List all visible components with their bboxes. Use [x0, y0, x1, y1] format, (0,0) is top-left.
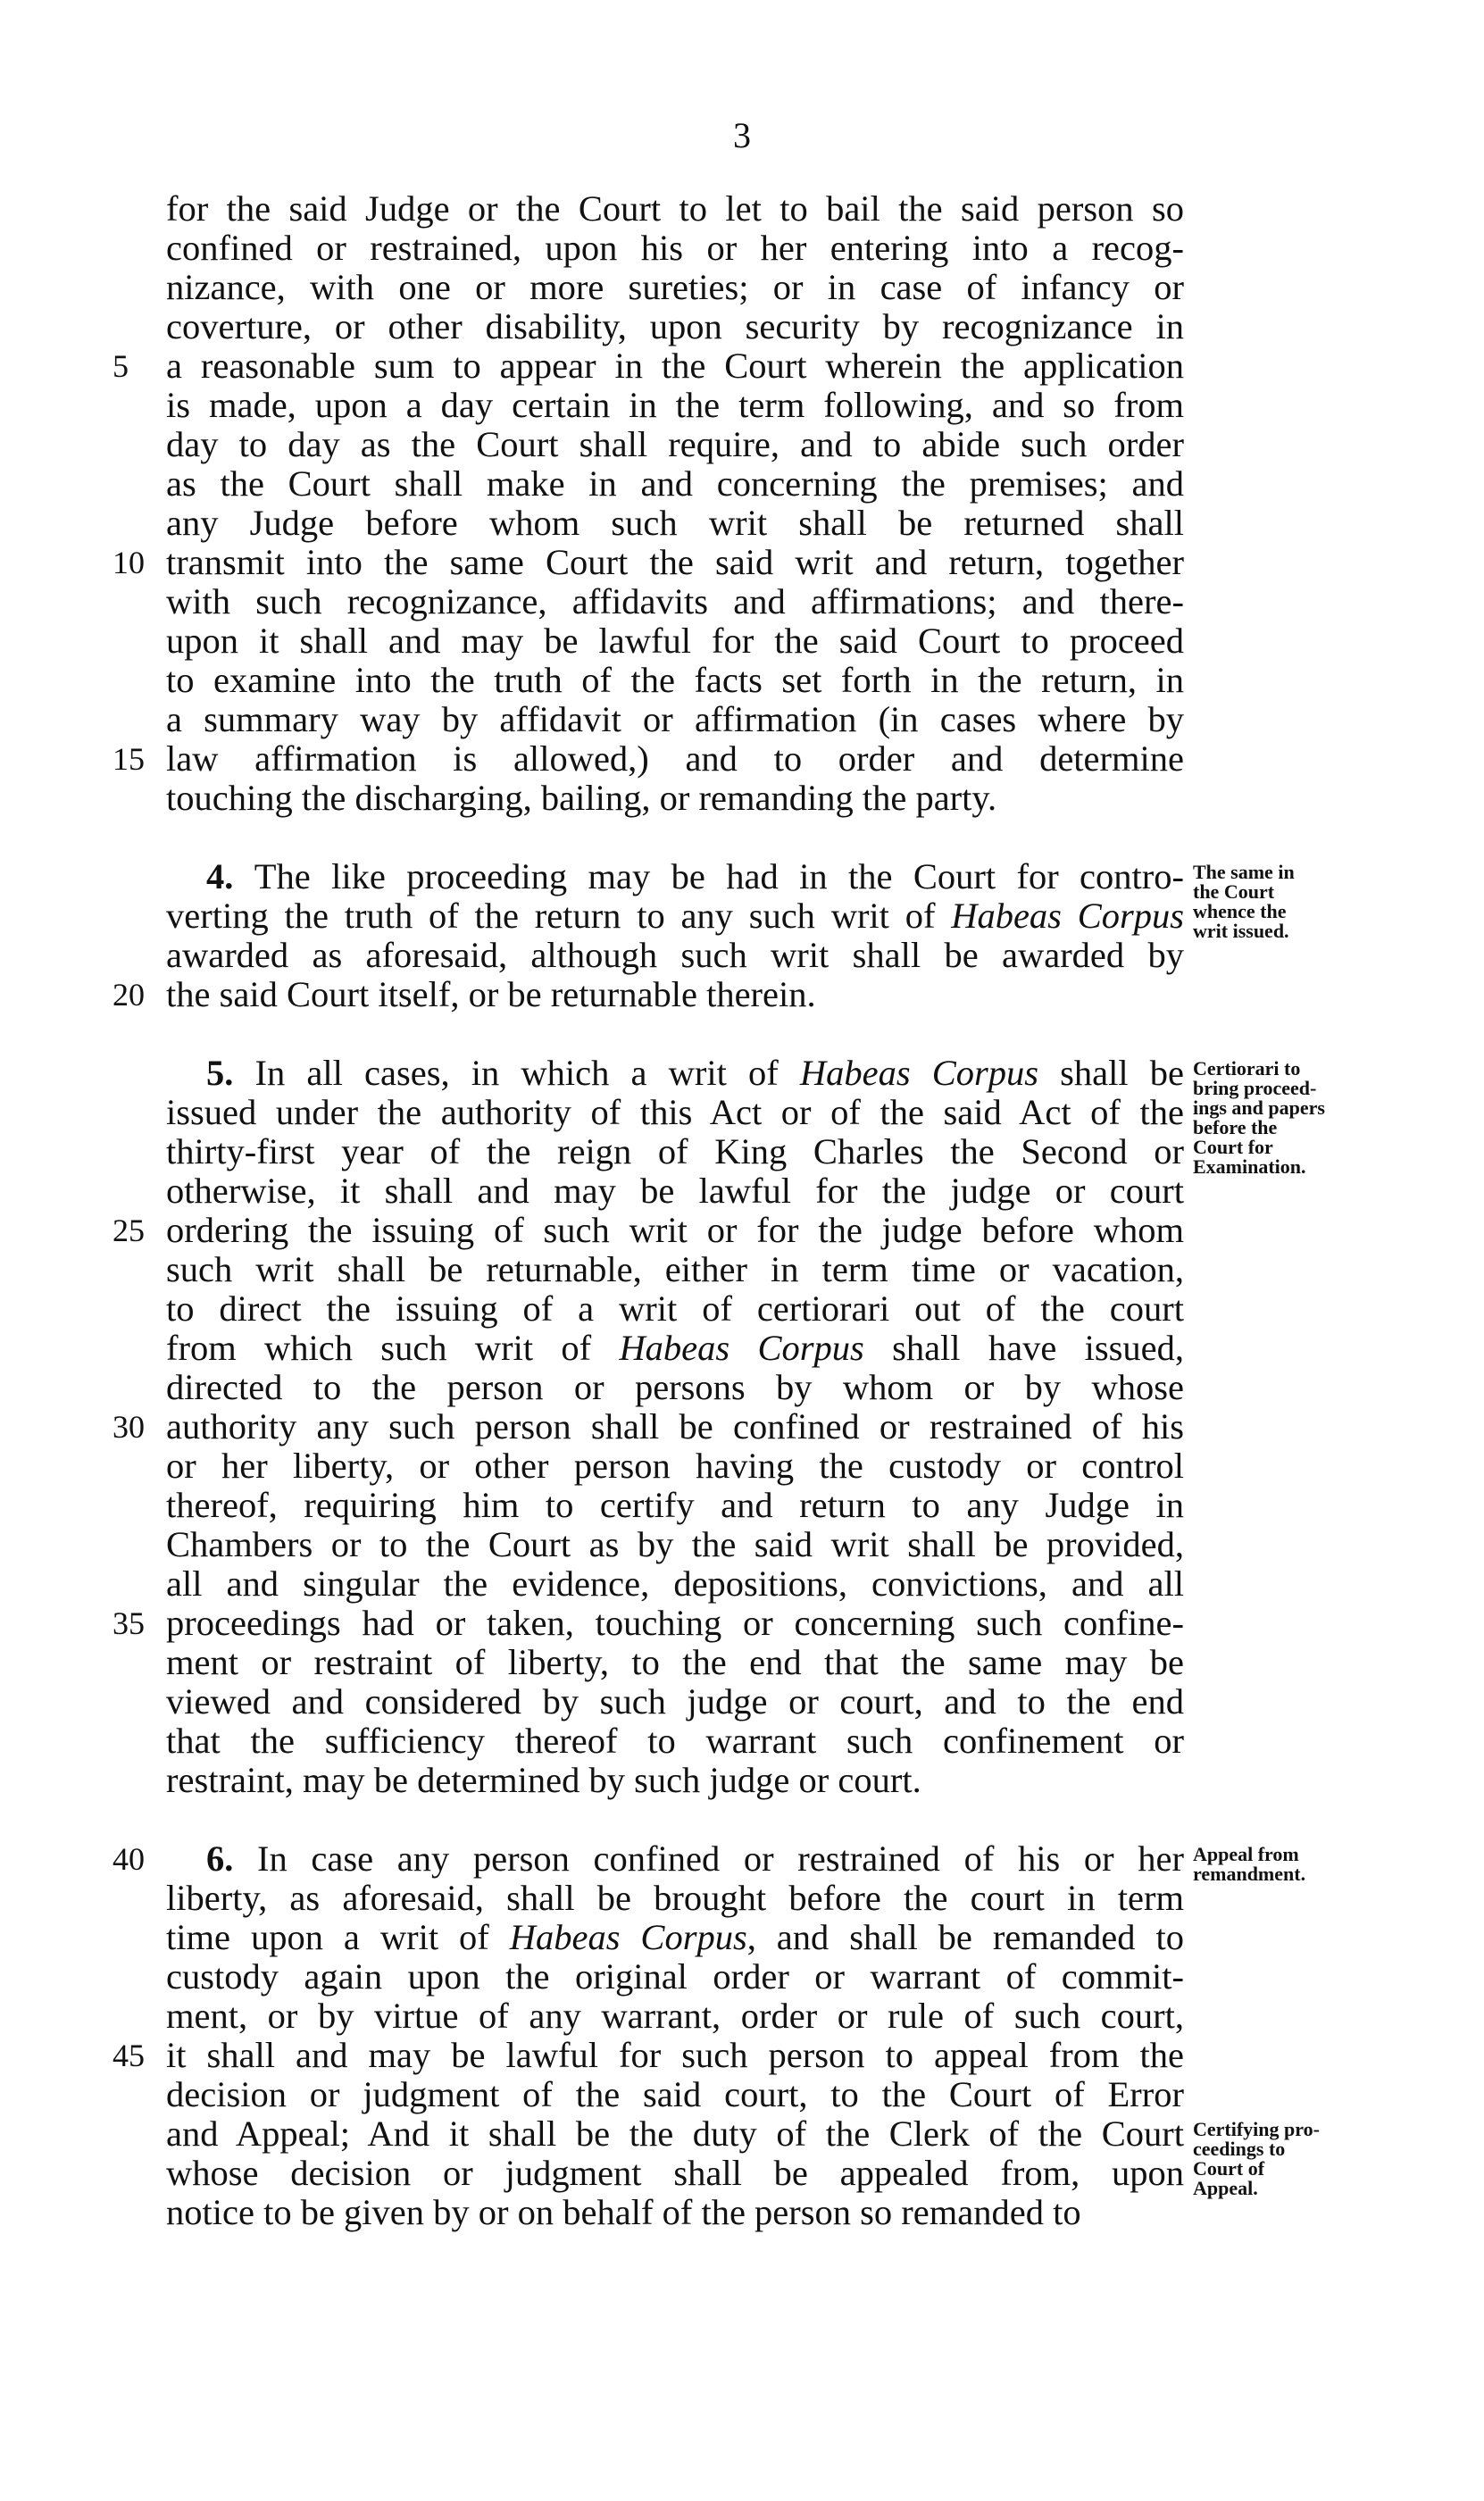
margin-note-line: Examination.	[1193, 1155, 1306, 1178]
text-line	[166, 1525, 1184, 1564]
text-line	[166, 2154, 1184, 2193]
text-line	[166, 621, 1184, 661]
text-line	[113, 2035, 1184, 2075]
line-text: or her liberty, or other person having the custody or control	[166, 1446, 1184, 1486]
line-text: upon it shall and may be lawful for the said Court to proceed	[166, 621, 1184, 661]
line-text: and Appeal; And it shall be the duty of the Clerk of the Court	[166, 2113, 1184, 2154]
line-text: nizance, with one or more sureties; or in case of infancy or	[166, 267, 1184, 307]
text-line	[166, 1564, 1184, 1604]
line-text: any Judge before whom such writ shall be returned shall	[166, 503, 1184, 543]
line-number: 20	[113, 977, 145, 1013]
text-line	[166, 857, 1184, 896]
line-text: ordering the issuing of such writ or for the judge before whom	[166, 1210, 1184, 1250]
text-line	[113, 1838, 1184, 1879]
text-line	[166, 425, 1184, 464]
text-line	[166, 1368, 1184, 1407]
line-number: 25	[113, 1213, 145, 1248]
text-line	[166, 1761, 1184, 1800]
line-text: thereof, requiring him to certify and return to any Judge in	[166, 1485, 1184, 1525]
line-text: viewed and considered by such judge or court, and to the end	[166, 1681, 1184, 1722]
line-text: ment, or by virtue of any warrant, order or rule of such court,	[166, 1996, 1184, 2036]
line-text: In case any person confined or restrained of his or her	[257, 1838, 1184, 1879]
paragraph-gap	[166, 1014, 1184, 1054]
line-text: issued under the authority of this Act or of the said Act of the	[166, 1092, 1184, 1132]
line-text: from which such writ of Habeas Corpus shall have issued,	[166, 1328, 1184, 1368]
text-line	[166, 1093, 1184, 1132]
margin-note-line: ings and papers	[1193, 1096, 1325, 1119]
line-text: that the sufficiency thereof to warrant such confinement or	[166, 1721, 1184, 1761]
text-line	[166, 936, 1184, 975]
line-text: liberty, as aforesaid, shall be brought before the court in term	[166, 1878, 1184, 1918]
line-text: proceedings had or taken, touching or concerning such confine-	[166, 1603, 1184, 1643]
text-line	[166, 229, 1184, 268]
text-line	[166, 1722, 1184, 1761]
line-number: 5	[113, 348, 129, 384]
text-line	[166, 1997, 1184, 2036]
line-text: transmit into the same Court the said writ and return, together	[166, 542, 1184, 582]
line-text: day to day as the Court shall require, and to abide such order	[166, 424, 1184, 464]
text-line	[113, 1210, 1184, 1250]
text-line	[113, 738, 1184, 779]
margin-note-line: Court for	[1193, 1136, 1273, 1158]
section-number: 5.	[206, 1053, 255, 1093]
line-text: time upon a writ of Habeas Corpus, and shall be remanded to	[166, 1917, 1184, 1957]
line-text: a summary way by affidavit or affirmation (in cases where by	[166, 699, 1184, 739]
text-line	[166, 1486, 1184, 1525]
margin-note-line: Appeal.	[1193, 2177, 1258, 2199]
line-text: notice to be given by or on behalf of the person so remanded to	[166, 2192, 1081, 2232]
line-text: whose decision or judgment shall be appealed from, upon	[166, 2153, 1184, 2193]
margin-note-line: whence the	[1193, 900, 1287, 922]
text-line	[166, 1289, 1184, 1329]
line-text: law affirmation is allowed,) and to order and determine	[166, 738, 1184, 779]
line-text: with such recognizance, affidavits and affirmations; and there-	[166, 581, 1184, 621]
text-line	[166, 1682, 1184, 1722]
line-text: awarded as aforesaid, although such writ shall be awarded by	[166, 935, 1184, 975]
text-line	[113, 346, 1184, 386]
line-text: otherwise, it shall and may be lawful for the judge or court	[166, 1171, 1184, 1211]
text-line	[166, 268, 1184, 307]
margin-note-line: before the	[1193, 1116, 1278, 1138]
text-line	[166, 504, 1184, 543]
text-line	[166, 1171, 1184, 1211]
text-line	[166, 189, 1184, 229]
text-line	[166, 1957, 1184, 1997]
line-text: ment or restraint of liberty, to the end that the same may be	[166, 1642, 1184, 1682]
line-text: authority any such person shall be confined or restrained of his	[166, 1406, 1184, 1446]
text-line	[166, 1643, 1184, 1682]
text-line	[166, 1132, 1184, 1171]
line-text: for the said Judge or the Court to let to bail the said person so	[166, 188, 1184, 229]
text-line	[166, 1250, 1184, 1289]
text-line	[166, 661, 1184, 700]
section-number: 6.	[206, 1838, 258, 1879]
margin-note-line: The same in	[1193, 861, 1295, 883]
line-text: it shall and may be lawful for such person to appeal from the	[166, 2035, 1184, 2075]
body-text	[113, 188, 1185, 2232]
line-number: 40	[113, 1841, 145, 1877]
line-number: 45	[113, 2038, 145, 2073]
line-text: The like proceeding may be had in the Court for contro-	[254, 856, 1185, 896]
line-text: coverture, or other disability, upon security by recognizance in	[166, 306, 1184, 346]
line-text: the said Court itself, or be returnable therein.	[166, 974, 816, 1014]
text-line	[166, 779, 1184, 818]
margin-note-the-same	[1193, 863, 1371, 941]
line-text: Chambers or to the Court as by the said writ shall be provided,	[166, 1524, 1184, 1564]
line-text: confined or restrained, upon his or her entering into a recog-	[166, 228, 1184, 268]
line-number: 10	[113, 545, 145, 580]
text-line	[166, 307, 1184, 346]
text-line	[166, 386, 1184, 425]
text-line	[166, 464, 1184, 504]
margin-note-line: Certifying pro-	[1193, 2118, 1320, 2140]
section-number: 4.	[206, 856, 254, 896]
line-text: decision or judgment of the said court, to the Court of Error	[166, 2074, 1184, 2114]
margin-note-line: the Court	[1193, 880, 1275, 903]
line-text: verting the truth of the return to any such writ of Habeas Corpus	[166, 896, 1184, 936]
line-text: touching the discharging, bailing, or remanding the party.	[166, 778, 997, 818]
text-line	[166, 2114, 1184, 2154]
line-number: 30	[113, 1409, 145, 1445]
text-line	[166, 2193, 1184, 2232]
margin-note-line: ceedings to	[1193, 2138, 1286, 2160]
text-line	[166, 1446, 1184, 1486]
line-text: custody again upon the original order or warrant of commit-	[166, 1956, 1184, 1997]
margin-note-line: Certiorari to	[1193, 1057, 1301, 1080]
line-text: to examine into the truth of the facts set forth in the return, in	[166, 660, 1184, 700]
line-text: thirty-first year of the reign of King Charles the Second or	[166, 1131, 1184, 1171]
margin-note-line: remandment.	[1193, 1863, 1306, 1885]
line-text: directed to the person or persons by whom or by whose	[166, 1367, 1184, 1407]
line-text: is made, upon a day certain in the term following, and so from	[166, 385, 1184, 425]
margin-note-line: bring proceed-	[1193, 1077, 1317, 1099]
text-line	[166, 1054, 1184, 1093]
text-line	[113, 1406, 1184, 1446]
text-line	[113, 1603, 1184, 1643]
margin-note-certifying	[1193, 2120, 1371, 2198]
line-text: all and singular the evidence, depositions, convictions, and all	[166, 1563, 1184, 1604]
paragraph-gap	[166, 818, 1184, 857]
line-number: 15	[113, 741, 145, 777]
text-line	[166, 700, 1184, 739]
text-line	[113, 974, 1184, 1014]
text-line	[166, 1918, 1184, 1957]
line-text: as the Court shall make in and concerning the premises; and	[166, 463, 1184, 504]
margin-note-appeal	[1193, 1845, 1371, 1884]
line-text: a reasonable sum to appear in the Court wherein the application	[166, 346, 1184, 386]
text-line	[166, 582, 1184, 621]
margin-note-line: writ issued.	[1193, 920, 1289, 942]
line-text: In all cases, in which a writ of Habeas Corpus shall be	[254, 1053, 1185, 1093]
paragraph-gap	[166, 1800, 1184, 1839]
page-number: 3	[733, 115, 751, 155]
margin-note-certiorari	[1193, 1059, 1371, 1177]
line-number: 35	[113, 1605, 145, 1641]
text-line	[166, 1879, 1184, 1918]
text-line	[113, 542, 1184, 582]
margin-note-line: Court of	[1193, 2157, 1265, 2180]
text-line	[166, 1329, 1184, 1368]
text-line	[166, 2075, 1184, 2114]
line-text: such writ shall be returnable, either in term time or vacation,	[166, 1249, 1184, 1289]
text-line	[166, 896, 1184, 936]
line-text: restraint, may be determined by such judge or court.	[166, 1760, 921, 1800]
line-text: to direct the issuing of a writ of certiorari out of the court	[166, 1288, 1184, 1329]
margin-note-line: Appeal from	[1193, 1843, 1299, 1865]
